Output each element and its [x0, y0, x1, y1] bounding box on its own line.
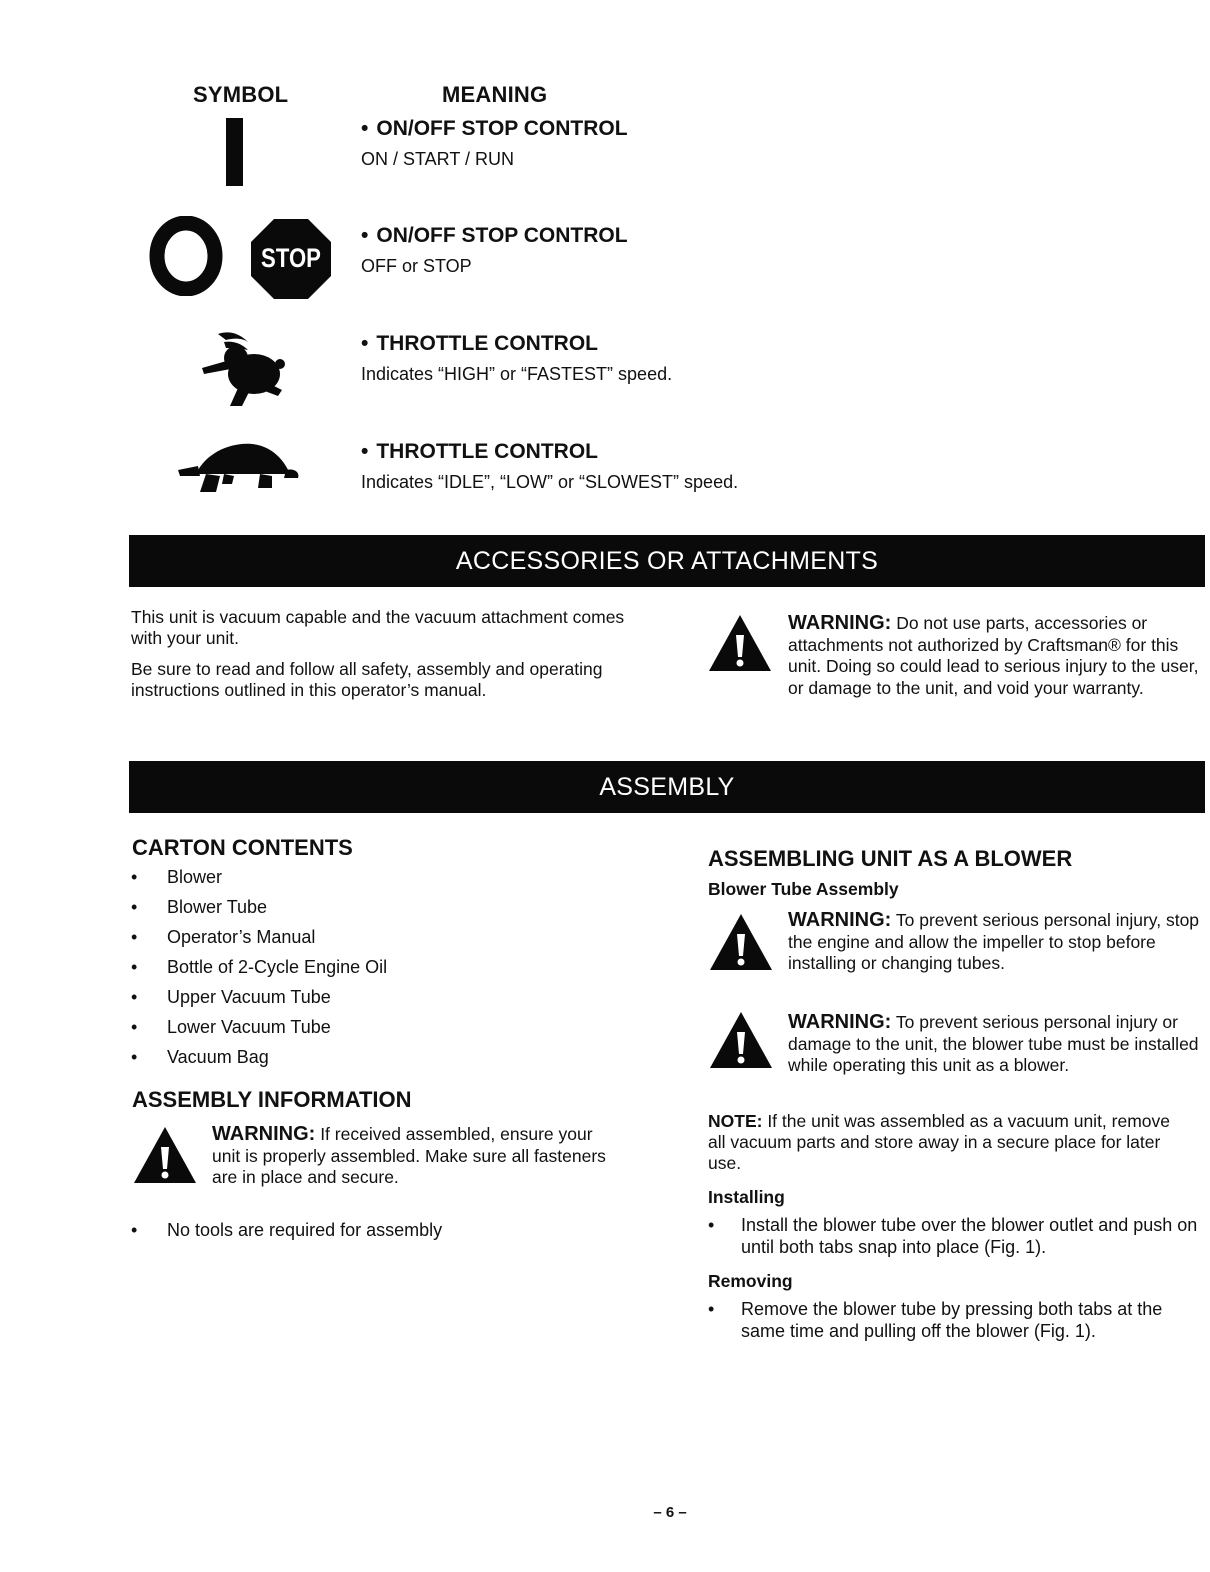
list-item: • Vacuum Bag [131, 1042, 611, 1072]
list-item: • No tools are required for assembly [131, 1215, 611, 1245]
note-text: If the unit was assembled as a vacuum unit, remove all vacuum parts and store away in a secure place for later use. [708, 1111, 1171, 1173]
installing-subheading: Installing [708, 1187, 785, 1207]
symbol-row-slow [361, 440, 738, 493]
list-item: • Upper Vacuum Tube [131, 982, 611, 1012]
assembly-info-list [131, 1215, 611, 1245]
accessories-section-bar: ACCESSORIES OR ATTACHMENTS [129, 535, 1205, 587]
warning-text: If received assembled, ensure your unit is properly assembled. Make sure all fasteners are in place and secure. [212, 1124, 606, 1187]
stop-sign-label: STOP [261, 243, 321, 273]
bullet: • [361, 224, 369, 247]
assembly-info-heading: ASSEMBLY INFORMATION [132, 1087, 412, 1112]
blower-warning-2 [788, 1012, 1206, 1077]
list-item: • Lower Vacuum Tube [131, 1012, 611, 1042]
blower-tube-assembly-subheading: Blower Tube Assembly [708, 879, 899, 899]
warning-text: To prevent serious personal injury or damage to the unit, the blower tube must be installed while operating this unit as a blower. [788, 1012, 1199, 1075]
accessories-para-2: Be sure to read and follow all safety, assembly and operating instructions outlined in this operator’s manual. [131, 659, 603, 700]
carton-contents-heading: CARTON CONTENTS [132, 835, 353, 860]
bullet: • [361, 332, 369, 355]
assembly-info-warning [212, 1124, 622, 1189]
list-item: • Remove the blower tube by pressing both tabs at the same time and pulling off the blower (Fig. 1). [708, 1298, 1203, 1342]
turtle-icon [176, 440, 302, 498]
symbol-row-on [361, 117, 628, 170]
page-number: – 6 – [653, 1504, 687, 1521]
assembly-section-bar: ASSEMBLY [129, 761, 1205, 813]
symbol-row-fast [361, 332, 672, 385]
warning-label: WARNING: [788, 909, 892, 931]
removing-subheading: Removing [708, 1271, 793, 1291]
symbol-row-desc: ON / START / RUN [361, 149, 515, 169]
list-item: • Blower Tube [131, 892, 611, 922]
symbol-row-off [361, 224, 628, 277]
warning-triangle-icon [708, 912, 774, 972]
bullet: • [361, 117, 369, 140]
list-item: • Blower [131, 862, 611, 892]
symbol-row-title: THROTTLE CONTROL [376, 440, 598, 463]
removing-list [708, 1298, 1203, 1342]
symbol-row-title: ON/OFF STOP CONTROL [376, 224, 628, 247]
bullet: • [361, 440, 369, 463]
symbol-row-desc: OFF or STOP [361, 256, 472, 276]
off-o-icon [148, 216, 224, 296]
warning-triangle-icon [707, 613, 773, 673]
warning-label: WARNING: [212, 1123, 316, 1145]
list-item: • Bottle of 2-Cycle Engine Oil [131, 952, 611, 982]
blower-warning-1 [788, 910, 1206, 975]
list-item: • Install the blower tube over the blower outlet and push on until both tabs snap into place (Fig. 1). [708, 1214, 1203, 1258]
symbol-column-header: SYMBOL [193, 82, 289, 107]
note-label: NOTE: [708, 1111, 763, 1131]
accessories-para-1: This unit is vacuum capable and the vacuum attachment comes with your unit. [131, 607, 625, 648]
warning-text: To prevent serious personal injury, stop the engine and allow the impeller to stop before installing or changing tubes. [788, 910, 1200, 973]
symbol-row-title: THROTTLE CONTROL [376, 332, 598, 355]
stop-sign-icon [250, 218, 332, 300]
symbol-row-desc: Indicates “HIGH” or “FASTEST” speed. [361, 364, 673, 384]
meaning-column-header: MEANING [442, 82, 548, 107]
warning-triangle-icon [708, 1010, 774, 1070]
installing-list [708, 1214, 1203, 1258]
list-item: • Operator’s Manual [131, 922, 611, 952]
note-paragraph [708, 1111, 1178, 1174]
rabbit-icon [196, 328, 288, 410]
warning-triangle-icon [132, 1125, 198, 1185]
warning-text: Do not use parts, accessories or attachments not authorized by Craftsman® for this unit. Doing so could lead to serious injury to the user, or damage to the unit, and void your warranty. [788, 613, 1199, 698]
accessories-warning [788, 613, 1206, 699]
assembling-blower-heading: ASSEMBLING UNIT AS A BLOWER [708, 846, 1073, 871]
warning-label: WARNING: [788, 612, 892, 634]
symbol-row-desc: Indicates “IDLE”, “LOW” or “SLOWEST” speed. [361, 472, 739, 492]
on-bar-icon [226, 118, 243, 186]
symbol-row-title: ON/OFF STOP CONTROL [376, 117, 628, 140]
warning-label: WARNING: [788, 1011, 892, 1033]
carton-contents-list [131, 862, 611, 1072]
